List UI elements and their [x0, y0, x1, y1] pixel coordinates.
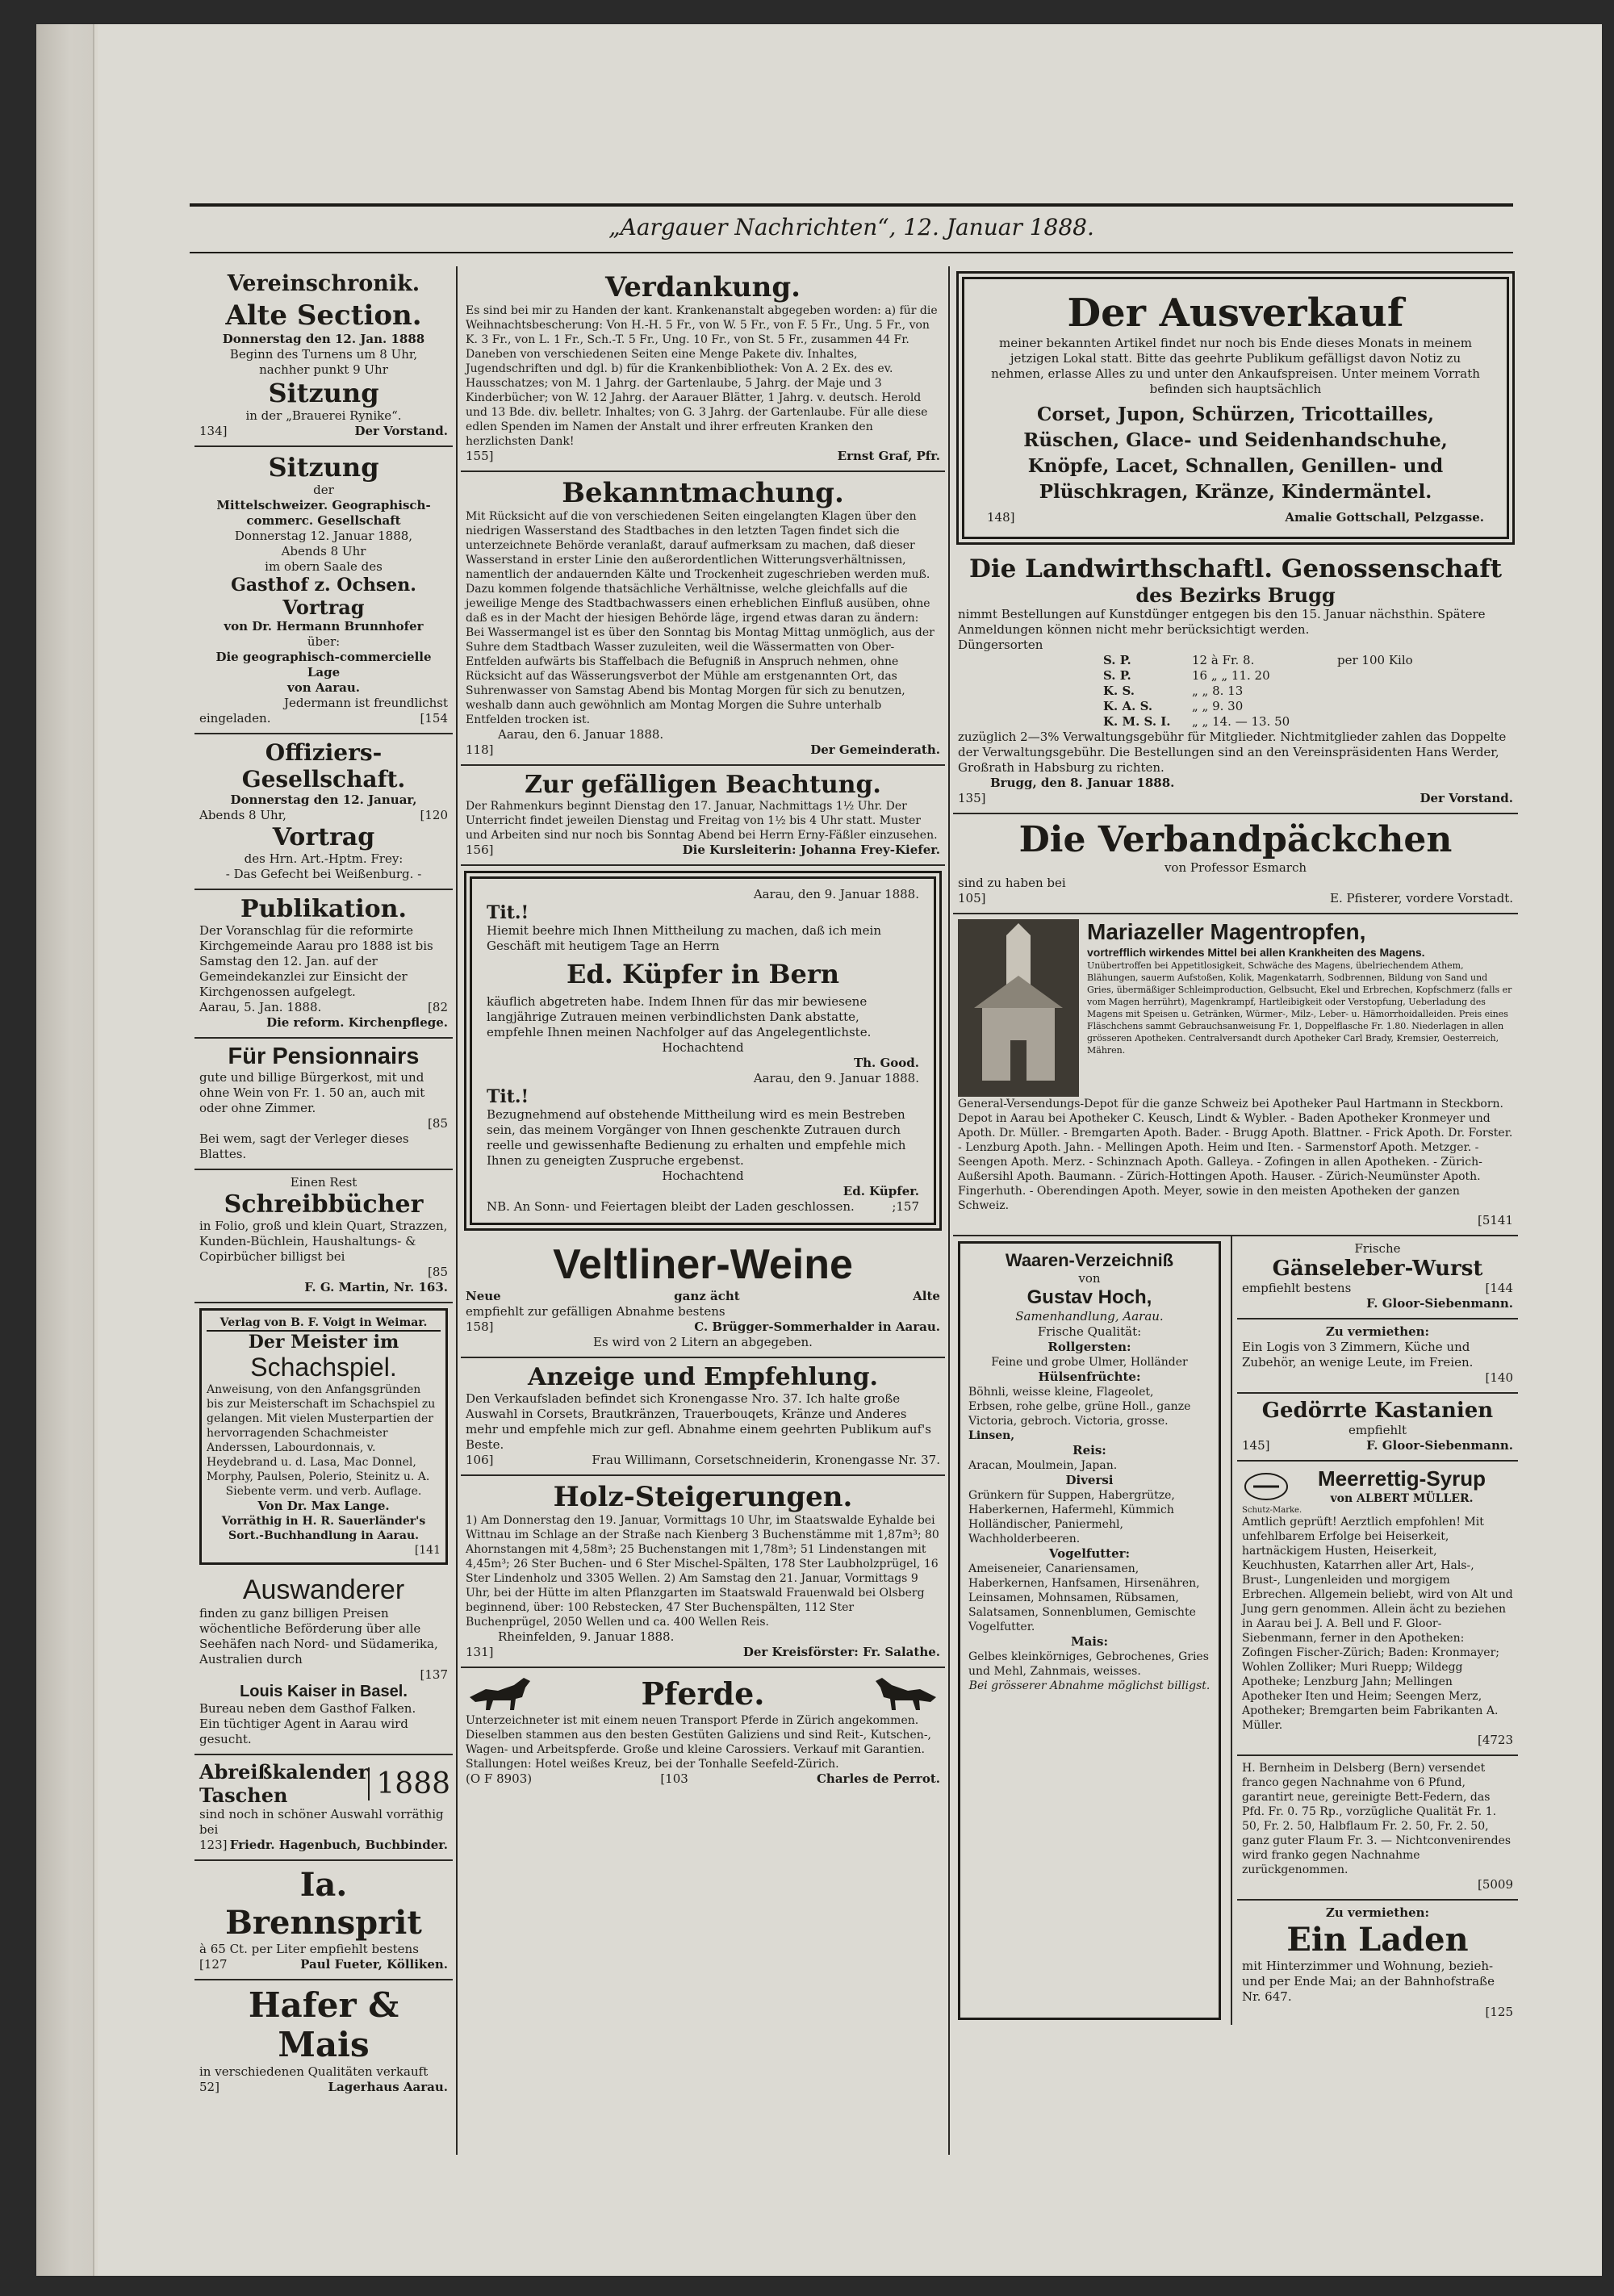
fertilizer-row [1103, 699, 1513, 714]
ad-trademark-label: Schutz-Marke. [1242, 1506, 1302, 1515]
ad-number: [140 [1485, 1370, 1513, 1385]
ad-label: ganz ächt [674, 1289, 740, 1303]
ad-title: Meerrettig-Syrup [1317, 1466, 1486, 1491]
ad-number: [5141 [1477, 1213, 1513, 1227]
ad-number: [4723 [1477, 1733, 1513, 1747]
fertilizer-cell: 12 à Fr. 8. [1192, 653, 1255, 667]
ad-ausverkauf [956, 271, 1515, 545]
ad-line: des Hrn. Art.-Hptm. Frey: [244, 851, 404, 866]
ad-date: Aarau, den 9. Januar 1888. [753, 1071, 919, 1085]
ad-text: Es sind bei mir zu Handen der kant. Krankenanstalt abgegeben worden: a) für die Weihnachtsbescherung: Von H.-H. 5 Fr., von W. 5 Fr., von F. 5 Fr., Ung. 5 Fr., von K. 3 Fr., von L. 1 Fr., Sch.-T. 5 Fr., Ung. 10 Fr., von St. 5 Fr., zusammen 44 Fr. Daneben von verschiedenen Seiten eine Menge Pakete div. Inhaltes, Jugendschriften und dgl. b) für die Krankenbibliothek: Von A. 2 Ex. des ev. Hausschatzes; von M. 1 Jahrg. der Gartenlaube, 5 Jahrg. der Maje und 3 Kinderbücher; von W. 12 Jahrg. der Aarauer Blätter, 1 Jahrg. v. deutsch. Herold und 13 Bde. div. belletr. Inhaltes; von G. 3 Jahrg. der Gartenlaube. Für alle diese edlen Spenden im Namen der Anstalt und ihrer erfreuten Kranken den herzlichsten Dank! [466, 304, 938, 448]
ad-salutation: Tit.! [487, 1086, 529, 1107]
ad-number: [144 [1485, 1281, 1513, 1295]
ad-number: 148] [987, 510, 1015, 525]
ad-title: Der Ausverkauf [1067, 291, 1404, 336]
ad-stock: Vorräthig in H. R. Sauerländer's Sort.-Buchhandlung in Aarau. [221, 1515, 426, 1542]
ad-group: Vogelfutter: [1048, 1546, 1131, 1561]
ad-note: eingeladen. [199, 711, 271, 726]
ad-title: Für Pensionnairs [228, 1043, 420, 1069]
ad-signature: Der Vorstand. [1420, 791, 1513, 805]
ad-signature: Der Vorstand. [354, 424, 448, 438]
ad-text: Anweisung, von den Anfangsgründen bis zur Meisterschaft im Schachspiel zu gelangen. Mit vielen Musterpartien der hervorragenden Schachmeister Anderssen, Labourdonnais, v. Heydebrand u. d. Lasa, Mac Donnel, Morphy, Paulsen, Polerio, Steinitz u. A. [207, 1383, 436, 1483]
ad-author: Von Dr. Max Lange. [257, 1499, 390, 1513]
ad-text: gute und billige Bürgerkost, mit und ohne Wein von Fr. 1. 50 an, auch mit oder ohne Zimmer. [199, 1070, 425, 1115]
ad-title: Vereinschronik. [227, 271, 420, 296]
fertilizer-cell: K. M. S. I. [1103, 714, 1171, 729]
ad-items: Erbsen, rohe gelbe, grüne Holl., ganze Victoria, gebroch. Victoria, grosse. [968, 1400, 1191, 1428]
ad-big: Ein Laden [1286, 1921, 1469, 1959]
ad-edition: Siebente verm. und verb. Auflage. [225, 1485, 422, 1498]
ad-salutation: Tit.! [487, 902, 529, 923]
ad-footnote: Bei grösserer Abnahme möglichst billigst. [968, 1679, 1210, 1692]
ad-kuepfer [464, 871, 942, 1231]
ad-title: Holz-Steigerungen. [553, 1481, 853, 1513]
ad-text: finden zu ganz billigen Preisen wöchentliche Beförderung über alle Seehäfen nach Nord- und Südamerika, Australien durch [199, 1606, 438, 1667]
column-divider [456, 266, 458, 2155]
bottom-row [953, 1236, 1518, 2025]
ad-text: sind noch in schöner Auswahl vorräthig bei [199, 1807, 444, 1837]
ad-signature: Die reform. Kirchenpflege. [266, 1015, 448, 1030]
ad-number: [5009 [1477, 1877, 1513, 1892]
ad-text: meiner bekannten Artikel findet nur noch bis Ende dieses Monats in meinem jetzigen Lokal statt. Bitte das geehrte Publikum gefälligst davon Notiz zu nehmen, erlasse Alles zu und unter den Ankaufspreisen. Unter meinem Vorrath befinden sich hauptsächlich [991, 336, 1480, 396]
ad-text: Unübertroffen bei Appetitlosigkeit, Schwäche des Magens, übelriechendem Athem, Blähungen, sauerm Aufstoßen, Kolik, Magenkatarrh, Sodbrennen, Bildung von Sand und Gries, übermäßiger Schleimproduction, Gelbsucht, Ekel und Erbrechen, Kopfschmerz (falls er vom Magen herrührt), Magenkrampf, Hartleibigkeit oder Verstopfung, Ueberladung des Magens mit Speisen u. Getränken, Würmer-, Milz-, Leber- u. Hämorrhoidalleiden. Preis eines Fläschchens sammt Gebrauchsanweisung Fr. 1, Doppelflasche Fr. 1.80. Niederlagen in allen grösseren Apotheken. Centralversandt durch Apotheker Carl Brady, Kremsier, Oesterreich, Mähren. [1087, 960, 1512, 1056]
ad-number: (O F 8903) [466, 1771, 533, 1786]
ad-name: Gustav Hoch, [1027, 1286, 1152, 1308]
ad-big: Vortrag [272, 823, 375, 851]
ad-closing: Hochachtend [662, 1169, 744, 1183]
fertilizer-cell: per 100 Kilo [1337, 653, 1413, 667]
ad-anzeige [461, 1358, 945, 1476]
ad-number: 52] [199, 2080, 220, 2094]
ad-date: Rheinfelden, 9. Januar 1888. [498, 1629, 675, 1644]
ad-number: [85 [428, 1116, 448, 1131]
ad-line: Beginn des Turnens um 8 Uhr, [229, 347, 418, 362]
ad-title: Abreißkalender [199, 1760, 369, 1784]
ad-title: Die Verbandpäckchen [1018, 819, 1453, 860]
ad-text: Bezugnehmend auf obstehende Mittheilung wird es mein Bestreben sein, das meinem Vorgänger von Ihnen geschenkte Zutrauen durch reelle und gewissenhafte Bedienung zu erhalten und empfehle mich Ihnen zu geneigten Zuspruche ergebenst. [487, 1107, 906, 1168]
ad-text: Hiemit beehre mich Ihnen Mittheilung zu machen, daß ich mein Geschäft mit heutigem Tage an Herrn [487, 923, 881, 953]
ad-text: Ein Logis von 3 Zimmern, Küche und Zubehör, an wenige Leute, im Freien. [1242, 1340, 1474, 1370]
masthead-title: „Aargauer Nachrichten“, 12. Januar 1888. [608, 214, 1094, 240]
ad-text: in Folio, groß und klein Quart, Strazzen, Kunden-Büchlein, Haushaltungs- & Copirbücher billigst bei [199, 1219, 448, 1264]
ad-verdankung [461, 266, 945, 472]
ad-signature: C. Brügger-Sommerhalder in Aarau. [694, 1319, 940, 1334]
ad-laden [1237, 1901, 1518, 2025]
fertilizer-cell: K. A. S. [1103, 699, 1153, 713]
ad-group: Diversi [1065, 1473, 1114, 1487]
ad-signature: F. G. Martin, Nr. 163. [304, 1280, 448, 1294]
ad-subtitle: Alte Section. [225, 299, 422, 332]
ad-text: Der Rahmenkurs beginnt Dienstag den 17. Januar, Nachmittags 1½ Uhr. Der Unterricht findet jeweilen Dienstag und Freitag von 1½ bis 4 Uhr statt. Muster und Arbeiten sind nur noch bis Sonntag Abend bei Herrn Erny-Fäßler einzusehen. [466, 800, 938, 842]
ad-number: 135] [958, 791, 986, 805]
ad-group: Hülsenfrüchte: [1038, 1370, 1141, 1384]
ad-date: Aarau, den 9. Januar 1888. [753, 887, 919, 901]
fertilizer-cell: „ „ 9. 30 [1192, 699, 1244, 713]
ad-schreibbuecher [194, 1170, 453, 1303]
ad-text: Bureau neben dem Gasthof Falken. [199, 1701, 416, 1716]
horse-icon [868, 1673, 940, 1713]
ad-signature: Der Gemeinderath. [810, 742, 940, 757]
ad-text: à 65 Ct. per Liter empfiehlt bestens [199, 1942, 419, 1956]
ad-offiziers [194, 734, 453, 890]
ad-text: 1) Am Donnerstag den 19. Januar, Vormittags 10 Uhr, im Staatswalde Eyhalde bei Wittnau im Schlage an der Straße nach Kienberg 3 Buchenstämme mit 1,87m³; 80 Ahornstangen mit 4,58m³; 25 Buchenstangen mit 1,78m³; 51 Lindenstangen mit 4,45m³; 26 Ster Buchen- und 6 Ster Mischel-Spälten, 178 Ster Laubholzprügel, 16 Ster Lindenholz und 3305 Wellen. 2) Am Samstag den 21. Januar, Vormittags 9 Uhr, bei der Hütte im alten Pflanzgarten im Staatswald Frauenwald bei Olsberg beginnend, über: 100 Rebstecken, 47 Ster Buchenspälten, 112 Ster Buchenprügel, 2050 Wellen und ca. 400 Wellen Reis. [466, 1514, 939, 1629]
ad-gaenseleber [1237, 1236, 1518, 1319]
ad-line: Abends 8 Uhr, [199, 808, 286, 822]
ad-text: käuflich abgetreten habe. Indem Ihnen für das mir bewiesene langjährige Zutrauen meinen verbindlichsten Dank abstatte, empfehle Ihnen meinen Nachfolger auf das Angelegentlichste. [487, 994, 872, 1039]
newspaper-sheet [98, 24, 1602, 2276]
ad-text: sind zu haben bei [958, 876, 1066, 890]
ad-line: nachher punkt 9 Uhr [259, 362, 388, 377]
ad-title: Sitzung [268, 452, 379, 483]
ad-signature: Th. Good. [853, 1056, 919, 1070]
ad-table-head: Düngersorten [958, 638, 1043, 652]
ad-number: [103 [660, 1771, 688, 1786]
ad-items: Gelbes kleinkörniges, Gebrochenes, Gries und Mehl, Zahnmais, weisses. [968, 1650, 1209, 1678]
ad-title: Der Meister im [248, 1332, 399, 1353]
ad-number: 106] [466, 1453, 494, 1467]
ad-items: Grünkern für Suppen, Habergrütze, Haberkernen, Hafermehl, Kümmich Holländischer, Paniermehl, Wachholderbeeren. [968, 1489, 1175, 1545]
ad-text: Unterzeichneter ist mit einem neuen Transport Pferde in Zürich angekommen. Dieselben stammen aus den besten Gestüten Galiziens und sind Reit-, Kutschen-, Wagen- und Arbeitspferde. Große und kleine Carossiers. Verkauf mit Garantien. Stallungen: Hotel weißes Kreuz, bei der Tonhalle Seefeld-Zürich. [466, 1714, 931, 1771]
ad-group: Reis: [1073, 1443, 1106, 1457]
ad-number: [120 [420, 808, 448, 822]
fertilizer-cell: „ „ 8. 13 [1192, 684, 1244, 698]
ad-items: Linsen, [968, 1429, 1015, 1442]
fertilizer-cell [1337, 668, 1434, 684]
ad-items: Aracan, Moulmein, Japan. [968, 1459, 1118, 1472]
ad-text: nimmt Bestellungen auf Kunstdünger entgegen bis den 15. Januar nächsthin. Spätere Anmeldungen können nicht mehr berücksichtigt werden. [958, 607, 1486, 637]
fertilizer-cell: K. S. [1103, 684, 1135, 698]
ad-publisher: Verlag von B. F. Voigt in Weimar. [207, 1315, 441, 1332]
ad-title: Zu vermiethen: [1325, 1905, 1430, 1920]
ad-note: Ein tüchtiger Agent in Aarau wird gesucht. [199, 1717, 408, 1746]
ad-line: im obern Saale des [265, 559, 383, 574]
horse-icon [466, 1673, 538, 1713]
ad-title: Anzeige und Empfehlung. [528, 1363, 878, 1391]
ad-title: Offiziers-Gesellschaft. [241, 739, 406, 793]
ad-title: Taschen [199, 1784, 288, 1807]
ad-date: Aarau, den 6. Januar 1888. [498, 727, 664, 742]
ad-line: Donnerstag 12. Januar 1888, [234, 529, 413, 543]
ad-signature: Friedr. Hagenbuch, Buchbinder. [229, 1838, 448, 1852]
ad-number: [141 [414, 1544, 441, 1557]
ad-line: über: [307, 634, 341, 649]
ad-title: Gänseleber-Wurst [1272, 1257, 1483, 1281]
fertilizer-row [1103, 653, 1513, 668]
ad-bekanntmachung [461, 472, 945, 766]
ad-line: Abends 8 Uhr [281, 544, 366, 558]
ad-number: 105] [958, 891, 986, 905]
ad-subtitle: von Professor Esmarch [1164, 860, 1307, 875]
ad-number: [154 [420, 711, 448, 726]
ad-line: - Das Gefecht bei Weißenburg. - [225, 867, 422, 881]
ad-title: Schreibbücher [224, 1190, 424, 1219]
ad-line: der [313, 483, 334, 497]
fertilizer-cell [1337, 699, 1434, 714]
ad-text: Amtlich geprüft! Aerztlich empfohlen! Mit unfehlbarem Erfolge bei Heiserkeit, hartnäckigem Husten, Heiserkeit, Keuchhusten, Katarrhen aller Art, Hals-, Brust-, Lungenleiden und morgigem Erbrechen. Allgemein beliebt, wird von Alt und Jung gern genommen. Allein ächt zu beziehen in Aarau bei J. A. Bell und F. Gloor-Siebenmann, ferner in den Apotheken: Zofingen Fischer-Zürich; Baden: Kronmayer; Wohlen Zolliker; Muri Ruepp; Wildegg Apotheke; Lenzburg Jahn; Mellingen Apotheker Iten und Heim; Seengen Merz, Apotheker; Bremgarten beim Fabrikanten A. Müller. [1242, 1516, 1513, 1732]
ad-big: Vortrag [282, 596, 365, 619]
column-divider [948, 266, 950, 2155]
ad-number: 118] [466, 742, 494, 757]
ad-line: commerc. Gesellschaft [246, 513, 401, 528]
column-1 [194, 266, 453, 2100]
ad-number: 134] [199, 424, 228, 438]
ad-number: 156] [466, 843, 494, 857]
ad-logis [1237, 1319, 1518, 1394]
ad-items: Corset, Jupon, Schürzen, Tricottailles, Rüschen, Glace- und Seidenhandschuhe, Knöpfe, Lacet, Schnallen, Genillen- und Plüschkragen, Kränze, Kindermäntel. [1023, 404, 1448, 503]
ad-note: NB. An Sonn- und Feiertagen bleibt der Laden geschlossen. [487, 1199, 855, 1214]
ad-meerrettig [1237, 1462, 1518, 1756]
ad-place: Gasthof z. Ochsen. [231, 575, 416, 596]
ad-subtitle: von ALBERT MÜLLER. [1330, 1492, 1474, 1505]
ad-landwirthschaft [953, 550, 1518, 814]
ad-line: Die geographisch-commercielle Lage [215, 650, 432, 680]
ad-year: 1888 [368, 1767, 450, 1800]
ad-title: Pferde. [641, 1675, 765, 1712]
ad-title: Zu vermiethen: [1325, 1324, 1430, 1339]
ad-line: in der „Brauerei Rynike“. [245, 408, 402, 423]
ad-number: 131] [466, 1645, 494, 1659]
ad-bettfedern [1237, 1756, 1518, 1901]
ad-text: empfiehlt zur gefälligen Abnahme bestens [466, 1304, 725, 1319]
ad-number: ;157 [892, 1199, 919, 1214]
ad-title: Ia. Brennsprit [225, 1866, 422, 1942]
fertilizer-cell [1337, 714, 1434, 730]
ad-text: zuzüglich 2—3% Verwaltungsgebühr für Mitglieder. Nichtmitglieder zahlen das Doppelte der Verwaltungsgebühr. Die Bestellungen sind an den Vereinspräsidenten Hans Werder, Großrath in Habsburg zu richten. [958, 730, 1507, 775]
page-edge [36, 24, 94, 2276]
masthead [190, 203, 1513, 253]
ad-items: Feine und grobe Ulmer, Holländer [991, 1356, 1188, 1369]
column-divider [1231, 1236, 1232, 2025]
ad-number: [127 [199, 1957, 228, 1972]
ad-title: Gedörrte Kastanien [1261, 1399, 1494, 1423]
ad-signature: Amalie Gottschall, Pelzgasse. [1285, 510, 1484, 525]
ad-note: Es wird von 2 Litern an abgegeben. [593, 1335, 813, 1349]
ad-note: Bei wem, sagt der Verleger dieses Blattes. [199, 1131, 409, 1161]
ad-abreisskalender [194, 1755, 453, 1861]
ad-signature: E. Pfisterer, vordere Vorstadt. [1330, 891, 1513, 905]
ad-label: Neue [466, 1289, 501, 1303]
ad-title: Hafer & Mais [248, 1985, 399, 2064]
column-3 [953, 266, 1518, 2025]
ad-text: empfiehlt bestens [1242, 1281, 1352, 1295]
ad-number: 158] [466, 1319, 494, 1334]
ad-number: [137 [420, 1667, 448, 1682]
ad-big: Sitzung [268, 378, 379, 408]
ad-verbandpaeckchen [953, 814, 1518, 914]
ad-signature: Frau Willimann, Corsetschneiderin, Kronengasse Nr. 37. [592, 1453, 940, 1467]
ad-veltliner [461, 1236, 945, 1358]
ad-text: Der Voranschlag für die reformirte Kirchgemeinde Aarau pro 1888 ist bis Samstag den 12. Jan. auf der Gemeindekanzlei zur Einsicht der Kirchgenossen aufgelegt. [199, 923, 433, 999]
ad-pferde [461, 1668, 945, 1792]
ad-text: H. Bernheim in Delsberg (Bern) versendet franco gegen Nachnahme von 6 Pfund, garantirt neue, gereinigte Bett-Federn, das Pfd. Fr. 0. 75 Rp., vorzügliche Qualität Fr. 1. 50, Fr. 2. 50, Halbflaum Fr. 2. 50, Fr. 2. 50, ganz guter Flaum Fr. 3. — Nichtconvenirendes wird franko gegen Nachnahme zurückgenommen. [1242, 1762, 1512, 1876]
fertilizer-cell [1337, 684, 1434, 699]
ad-line: Mittelschweizer. Geographisch- [216, 498, 431, 512]
church-icon [958, 919, 1079, 1097]
ad-title: Veltliner-Weine [553, 1241, 853, 1288]
ad-closing: Hochachtend [662, 1040, 744, 1055]
ad-title: Publikation. [240, 895, 407, 923]
ad-subtitle: vortrefflich wirkendes Mittel bei allen Krankheiten des Magens. [1087, 946, 1425, 959]
ad-signature: Paul Fueter, Kölliken. [300, 1957, 448, 1972]
ad-signature: Ed. Küpfer. [843, 1184, 919, 1198]
church-image [958, 919, 1079, 1097]
ad-date: Brugg, den 8. Januar 1888. [990, 776, 1175, 790]
ad-hafer-mais [194, 1980, 453, 2100]
ad-line: Frische Qualität: [1037, 1324, 1142, 1339]
ad-sitzung-geographie [194, 447, 453, 734]
ad-subtitle: des Bezirks Brugg [1135, 583, 1336, 607]
ad-date: Aarau, 5. Jan. 1888. [199, 1000, 322, 1014]
ad-note: Jedermann ist freundlichst [284, 696, 448, 710]
ad-text: General-Versendungs-Depot für die ganze Schweiz bei Apotheker Paul Hartmann in Steckborn. Depot in Aarau bei Apotheker C. Keusch, Lindt & Wybler. - Baden Apotheker Kronmeyer und Apoth. Dr. Müller. - Bremgarten Apoth. Bader. - Brugg Apoth. Blattner. - Frick Apoth. Dr. Forster. - Lenzburg Apoth. Jahn. - Mellingen Apoth. Heim und Iten. - Sarmenstorf Apoth. Metzger. - Seengen Apoth. Merz. - Schinznach Apoth. Galleya. - Zofingen in allen Apotheken. - Zürich-Außersihl Apoth. Baumann. - Zürich-Hottingen Apoth. Hauser. - Zürich-Neumünster Apoth. Fingerhuth. - Oberendingen Apoth. Meyer, sowie in den meisten Apotheken der ganzen Schweiz. [958, 1098, 1513, 1212]
ad-title: Verdankung. [605, 271, 801, 303]
ad-title: Die Landwirthschaftl. Genossenschaft [968, 554, 1503, 583]
ad-schachspiel [199, 1308, 448, 1565]
fertilizer-row [1103, 684, 1513, 699]
ad-group: Mais: [1070, 1634, 1108, 1649]
ad-number: 155] [466, 449, 494, 463]
ad-signature: Die Kursleiterin: Johanna Frey-Kiefer. [682, 843, 940, 857]
ad-holz [461, 1476, 945, 1668]
ad-auswanderer [194, 1570, 453, 1755]
ad-text: in verschiedenen Qualitäten verkauft [199, 2064, 429, 2079]
ad-line: von [1078, 1271, 1101, 1286]
ad-items: Ameiseneier, Canariensamen, Haberkernen, Hanfsamen, Hirsenähren, Leinsamen, Mohnsamen, Rübsamen, Salatsamen, Sonnenblumen, Gemischte Vogelfutter. [968, 1562, 1200, 1633]
ad-number: [82 [428, 1000, 448, 1014]
ad-name: Ed. Küpfer in Bern [566, 959, 839, 989]
ad-beachtung [461, 766, 945, 866]
ad-signature: Lagerhaus Aarau. [328, 2080, 448, 2094]
ad-signature: Der Kreisförster: Fr. Salathe. [742, 1645, 940, 1659]
ad-text: Mit Rücksicht auf die von verschiedenen Seiten eingelangten Klagen über den niedrigen Wasserstand des Stadtbaches in den letzten Tagen findet sich die unterzeichnete Behörde veranlaßt, darauf aufmerksam zu machen, daß dieser Wasserstand in erster Linie den außerordentlichen Witterungsverhältnissen, namentlich der andauernden Kälte und Trockenheit zugeschrieben werden muß. Dazu kommen folgende thatsächliche Verhältnisse, welche gleichfalls auf die jeweilige Menge des Stadtbachwassers einen erheblichen Einfluß ausüben, ohne daß es in der Macht der hiesigen Behörde läge, irgend etwas daran zu ändern: Bei Wassermangel ist es über den Sonntag bis Montag Mittag unmöglich, aus der Suhre dem Stadtbach Wasser zuzuleiten, weil die Wässermatten von Ober-Entfelden aufwärts bis Staffelbach die Befugniß in Anspruch nehmen, ohne Rücksicht auf das Wässerungsverbot der Mühle am erstgenannten Ort, das Suhrenwasser von Samstag Abend bis Montag Morgen für sich zu benutzen, weshalb dann auch gewöhnlich am Montag Morgen die Suhre unterhalb Entfelden trocken ist. [466, 510, 935, 726]
fertilizer-table [958, 653, 1513, 730]
ad-publikation [194, 890, 453, 1039]
ad-signature: F. Gloor-Siebenmann. [1366, 1296, 1513, 1311]
fertilizer-cell: S. P. [1103, 653, 1131, 667]
ad-pre: Frische [1354, 1241, 1401, 1256]
column-2 [461, 266, 945, 1792]
ad-text: empfiehlt [1348, 1423, 1407, 1437]
ad-label: Alte [913, 1289, 940, 1303]
ad-title: Zur gefälligen Beachtung. [525, 771, 881, 799]
ad-title: Auswanderer [242, 1575, 405, 1605]
ad-line: von Aarau. [287, 680, 360, 695]
ad-title: Waaren-Verzeichniß [1005, 1250, 1174, 1270]
ad-kastanien [1237, 1394, 1518, 1462]
ad-title: Bekanntmachung. [562, 477, 844, 509]
ad-group: Rollgersten: [1047, 1340, 1131, 1354]
ad-name: Louis Kaiser in Basel. [240, 1683, 408, 1700]
ad-signature: Ernst Graf, Pfr. [837, 449, 940, 463]
ad-text: mit Hinterzimmer und Wohnung, bezieh- und per Ende Mai; an der Bahnhofstraße Nr. 647. [1242, 1959, 1495, 2004]
ad-items: Böhnli, weisse kleine, Flageolet, [968, 1386, 1154, 1399]
fertilizer-row [1103, 714, 1513, 730]
ad-line: Donnerstag den 12. Januar, [230, 793, 417, 807]
ad-line: Donnerstag den 12. Jan. 1888 [222, 332, 425, 346]
ad-mariazeller [953, 914, 1518, 1236]
ad-line: von Dr. Hermann Brunnhofer [224, 619, 424, 634]
column-4 [1237, 1236, 1518, 2025]
trademark-icon [1242, 1470, 1290, 1503]
fertilizer-cell: S. P. [1103, 668, 1131, 683]
ad-vereinschronik [194, 266, 453, 447]
fertilizer-row [1103, 668, 1513, 684]
fertilizer-cell: 16 „ „ 11. 20 [1192, 668, 1270, 683]
ad-number: [85 [428, 1265, 448, 1279]
ad-pensionnairs [194, 1039, 453, 1170]
fertilizer-cell: „ „ 14. — 13. 50 [1192, 714, 1290, 729]
newspaper-page [36, 24, 1602, 2276]
ad-pre: Einen Rest [290, 1175, 358, 1190]
ad-title: Schachspiel. [250, 1353, 397, 1382]
ad-title: Mariazeller Magentropfen, [1087, 919, 1366, 944]
ad-signature: Charles de Perrot. [816, 1771, 940, 1786]
ad-brennsprit [194, 1861, 453, 1980]
ad-subtitle: Samenhandlung, Aarau. [1015, 1309, 1164, 1324]
ad-number: 123] [199, 1838, 228, 1852]
ad-waarenverzeichnis [958, 1241, 1221, 2020]
ad-signature: F. Gloor-Siebenmann. [1366, 1438, 1513, 1453]
ad-number: 145] [1242, 1438, 1270, 1453]
ad-number: [125 [1485, 2005, 1513, 2019]
ad-text: Den Verkaufsladen befindet sich Kronengasse Nro. 37. Ich halte große Auswahl in Corsets, Brautkränzen, Trauerbouqets, Kränze und Anderes mehr und empfehle mich zur gefl. Abnahme einem geehrten Publikum auf's Beste. [466, 1391, 931, 1452]
